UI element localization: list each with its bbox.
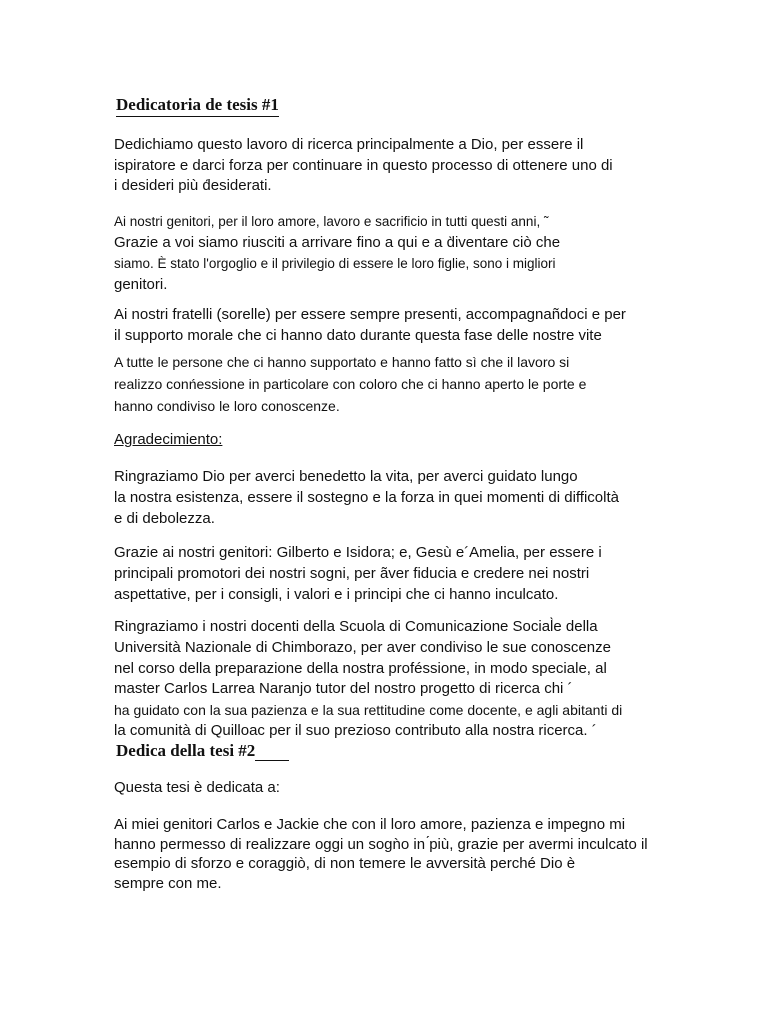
paragraph-dedicated-to bbox=[114, 778, 280, 798]
acknowledgement-heading bbox=[114, 430, 222, 450]
text-line: genitori. bbox=[114, 276, 168, 293]
heading-dedication-1: Dedicatoria de tesis #1 bbox=[116, 95, 279, 117]
text-line: Dedichiamo questo lavoro di ricerca principalmente a Dio, per essere il bbox=[114, 136, 584, 153]
paragraph-dedication-supporters bbox=[114, 351, 586, 417]
text-line: ha guidato con la sua pazienza e la sua rettitudine come docente, e agli abitanti di bbox=[114, 702, 623, 719]
heading-dedication-2 bbox=[116, 741, 289, 761]
paragraph-dedication-siblings bbox=[114, 305, 626, 346]
text-line: Ai miei genitori Carlos e Jackie che con il loro amore, pazienza e impegno mi bbox=[114, 816, 626, 833]
text-line: nel corso della preparazione della nostra proféssione, in modo speciale, al bbox=[114, 659, 607, 677]
text-line: A tutte le persone che ci hanno supportato e hanno fatto sì che il lavoro si bbox=[114, 354, 570, 370]
paragraph-thanks-parents bbox=[114, 542, 602, 605]
paragraph-thanks-teachers bbox=[114, 617, 622, 742]
text-line: ispiratore e darci forza per continuare in questo processo di ottenere uno di bbox=[114, 156, 613, 174]
text-line: Agradecimiento: bbox=[114, 431, 223, 448]
text-line: Ringraziamo i nostri docenti della Scuola di Comunicazione Social̀e della bbox=[114, 618, 598, 635]
heading-text: Dedica della tesi #2 bbox=[116, 741, 256, 760]
text-line: sempre con me. bbox=[114, 874, 222, 892]
paragraph-dedication-parents-2 bbox=[114, 815, 648, 893]
text-line: e di debolezza. bbox=[114, 510, 215, 527]
text-line: Università Nazionale di Chimborazo, per aver condiviso le sue conoscenze bbox=[114, 638, 611, 656]
text-line: il supporto morale che ci hanno dato durante questa fase delle nostre vite bbox=[114, 326, 602, 344]
paragraph-thanks-god bbox=[114, 466, 619, 529]
text-line: i desideri più d́esiderati. bbox=[114, 177, 272, 194]
text-line: Grazie ai nostri genitori: Gilberto e Isidora; e, Gesù e´Amelia, per essere i bbox=[114, 544, 602, 561]
text-line: la comunità di Quilloac per il suo prezioso contributo alla nostra ricerca. ´ bbox=[114, 721, 597, 739]
text-line: Grazie a voi siamo riusciti a arrivare fino a qui e a d̀iventare ciò che bbox=[114, 234, 561, 251]
text-line: Ai nostri fratelli (sorelle) per essere sempre presenti, accompagnañdoci e per bbox=[114, 306, 626, 323]
text-line: siamo. È stato l'orgoglio e il privilegio di essere le loro figlie, sono i migliori bbox=[114, 256, 556, 271]
text-line: hanno permesso di realizzare oggi un sogǹo in ́più, grazie per avermi inculcato il bbox=[114, 835, 648, 853]
text-line: Questa tesi è dedicata a: bbox=[114, 779, 280, 796]
text-line: aspettative, per i consigli, i valori e i principi che ci hanno inculcato. bbox=[114, 586, 559, 603]
heading-underline bbox=[255, 744, 289, 761]
text-line: realizzo conńessione in particolare con coloro che ci hanno aperto le porte e bbox=[114, 376, 587, 392]
text-line: hanno condiviso le loro conoscenze. bbox=[114, 398, 340, 414]
text-line: master Carlos Larrea Naranjo tutor del nostro progetto di ricerca chi ´ bbox=[114, 680, 573, 698]
paragraph-dedication-god bbox=[114, 135, 613, 197]
paragraph-dedication-parents bbox=[114, 211, 560, 295]
text-line: principali promotori dei nostri sogni, per ãver fiducia e credere nei nostri bbox=[114, 565, 590, 582]
text-line: esempio di sforzo e coraggiò, di non temere le avversità perché Dio è bbox=[114, 855, 576, 872]
text-line: Ai nostri genitori, per il loro amore, lavoro e sacrificio in tutti questi anni, ˜ bbox=[114, 214, 549, 229]
text-line: Ringraziamo Dio per averci benedetto la vita, per averci guidato lungo bbox=[114, 468, 578, 485]
text-line: la nostra esistenza, essere il sostegno e la forza in quei momenti di difficoltà bbox=[114, 489, 619, 506]
